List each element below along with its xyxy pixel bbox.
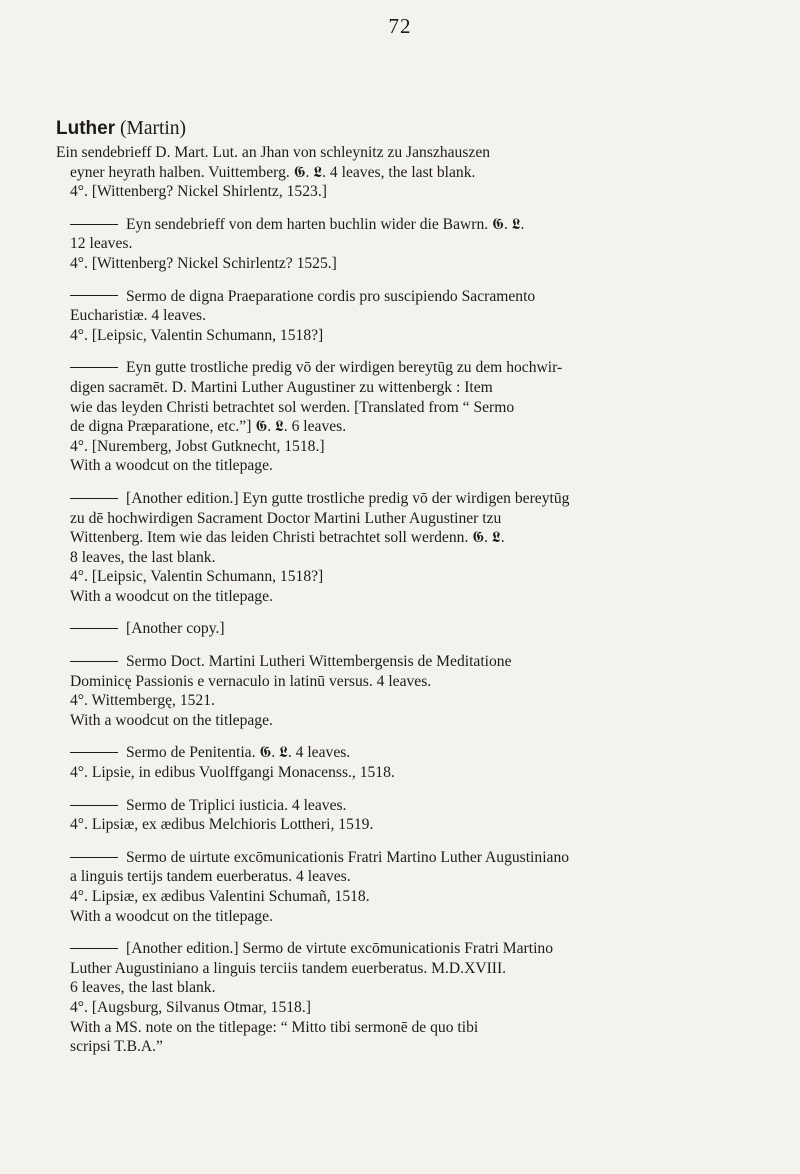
entry-line [56,548,756,568]
entry-line [56,456,756,476]
catalogue-entry [56,358,756,476]
entry-text: Eucharistiæ. 4 leaves. [70,307,206,325]
entry-line [56,848,756,868]
entry-line [56,326,756,346]
entry-line [56,619,756,639]
page-number: 72 [388,14,412,38]
catalogue-entry [56,652,756,730]
entry-text: digen sacramēt. D. Martini Luther Augustiner zu wittenbergk : Item [70,378,493,396]
entry-line [56,959,756,979]
entry-line [56,672,756,692]
entry-text: Eyn gutte trostliche predig vō der wirdigen bereytūg zu dem hochwir- [126,359,563,377]
entry-text: With a MS. note on the titlepage: “ Mitto tibi sermonē de quo tibi [70,1018,479,1036]
entry-line [56,1018,756,1038]
entry-text: a linguis tertijs tandem euerberatus. 4 leaves. [70,868,351,886]
ditto-rule [70,857,118,858]
entry-text: 4°. [Leipsic, Valentin Schumann, 1518?] [70,568,324,586]
entry-line [56,939,756,959]
entry-text: Ein sendebrieff D. Mart. Lut. an Jhan von schleynitz zu Janszhauszen [56,144,491,161]
entry-text: [Another edition.] Sermo de virtute excōmunicationis Fratri Martino [126,940,553,958]
ditto-rule [70,752,118,753]
entry-line [56,652,756,672]
entry-line [56,907,756,927]
entry-line [56,796,756,816]
entry-line [56,528,756,548]
ditto-rule [70,295,118,296]
entry-line [56,763,756,783]
entry-text: zu dē hochwirdigen Sacrament Doctor Martini Luther Augustiner tzu [70,509,502,527]
entry-text: eyner heyrath halben. Vuittemberg. 𝕲. 𝕷. 4 leaves, the last blank. [70,163,476,181]
entry-line [56,215,756,235]
entry-text: 4°. [Nuremberg, Jobst Gutknecht, 1518.] [70,437,325,455]
catalogue-entry [56,848,756,926]
entry-text: With a woodcut on the titlepage. [70,907,273,925]
entry-line [56,587,756,607]
entry-text: Sermo Doct. Martini Lutheri Wittembergensis de Meditatione [126,653,512,671]
entry-line [56,978,756,998]
entry-text: 4°. [Augsburg, Silvanus Otmar, 1518.] [70,998,311,1016]
entry-text: Sermo de uirtute excōmunicationis Fratri Martino Luther Augustiniano [126,848,570,866]
entry-text: Luther Augustiniano a linguis terciis tandem euerberatus. M.D.XVIII. [70,959,507,977]
ditto-rule [70,367,118,368]
heading-name: Luther [56,118,116,139]
entry-text: With a woodcut on the titlepage. [70,711,273,729]
entry-line [56,743,756,763]
entry-text: 4°. [Leipsic, Valentin Schumann, 1518?] [70,326,324,344]
catalogue-entries [56,143,756,1070]
entry-line [56,378,756,398]
entry-line [56,815,756,835]
catalogue-entry [56,287,756,346]
entry-text: With a woodcut on the titlepage. [70,457,273,475]
entry-line [56,437,756,457]
ditto-rule [70,628,118,629]
heading-qualifier: (Martin) [115,118,187,139]
catalogue-entry [56,939,756,1057]
entry-line [56,143,756,163]
entry-line [56,1037,756,1057]
entry-line [56,163,756,183]
catalogue-entry [56,143,756,202]
ditto-rule [70,805,118,806]
catalogue-entry [56,743,756,782]
entry-text: 4°. Lipsiæ, ex ædibus Melchioris Lottheri, 1519. [70,816,374,834]
entry-line [56,306,756,326]
entry-text: Sermo de digna Praeparatione cordis pro suscipiendo Sacramento [126,287,536,305]
entry-line [56,182,756,202]
entry-line [56,489,756,509]
entry-text: Eyn sendebrieff von dem harten buchlin wider die Bawrn. 𝕲. 𝕷. [126,215,525,233]
entry-line [56,398,756,418]
entry-text: [Another edition.] Eyn gutte trostliche predig vō der wirdigen bereytūg [126,489,570,507]
entry-line [56,998,756,1018]
entry-text: 4°. Lipsie, in edibus Vuolffgangi Monacenss., 1518. [70,764,395,782]
entry-line [56,254,756,274]
entry-text: 12 leaves. [70,235,133,253]
ditto-rule [70,948,118,949]
ditto-rule [70,498,118,499]
entry-text: 8 leaves, the last blank. [70,548,216,566]
entry-heading [56,118,186,140]
entry-text: 4°. [Wittenberg? Nickel Schirlentz? 1525.] [70,254,337,272]
entry-line [56,867,756,887]
entry-text: 4°. Wittembergę, 1521. [70,692,215,710]
entry-text: With a woodcut on the titlepage. [70,587,273,605]
entry-line [56,358,756,378]
entry-line [56,417,756,437]
entry-text: Sermo de Triplici iusticia. 4 leaves. [126,796,347,814]
entry-text: Dominicę Passionis e vernaculo in latinū versus. 4 leaves. [70,672,432,690]
catalogue-entry [56,619,756,639]
entry-text: 4°. [Wittenberg? Nickel Shirlentz, 1523.] [70,183,327,201]
entry-line [56,234,756,254]
entry-text: [Another copy.] [126,620,225,638]
entry-text: Sermo de Penitentia. 𝕲. 𝕷. 4 leaves. [126,744,351,762]
entry-line [56,509,756,529]
entry-line [56,711,756,731]
catalogue-entry [56,215,756,274]
entry-line [56,691,756,711]
entry-text: de digna Præparatione, etc.”] 𝕲. 𝕷. 6 leaves. [70,418,347,436]
ditto-rule [70,224,118,225]
catalogue-entry [56,796,756,835]
ditto-rule [70,661,118,662]
entry-text: Wittenberg. Item wie das leiden Christi betrachtet soll werdenn. 𝕲. 𝕷. [70,529,505,547]
entry-line [56,287,756,307]
entry-line [56,887,756,907]
entry-text: wie das leyden Christi betrachtet sol werden. [Translated from “ Sermo [70,398,515,416]
entry-text: 6 leaves, the last blank. [70,979,216,997]
catalogue-entry [56,489,756,607]
entry-text: 4°. Lipsiæ, ex ædibus Valentini Schumañ, 1518. [70,888,370,905]
entry-text: scripsi T.B.A.” [70,1038,163,1056]
entry-line [56,567,756,587]
